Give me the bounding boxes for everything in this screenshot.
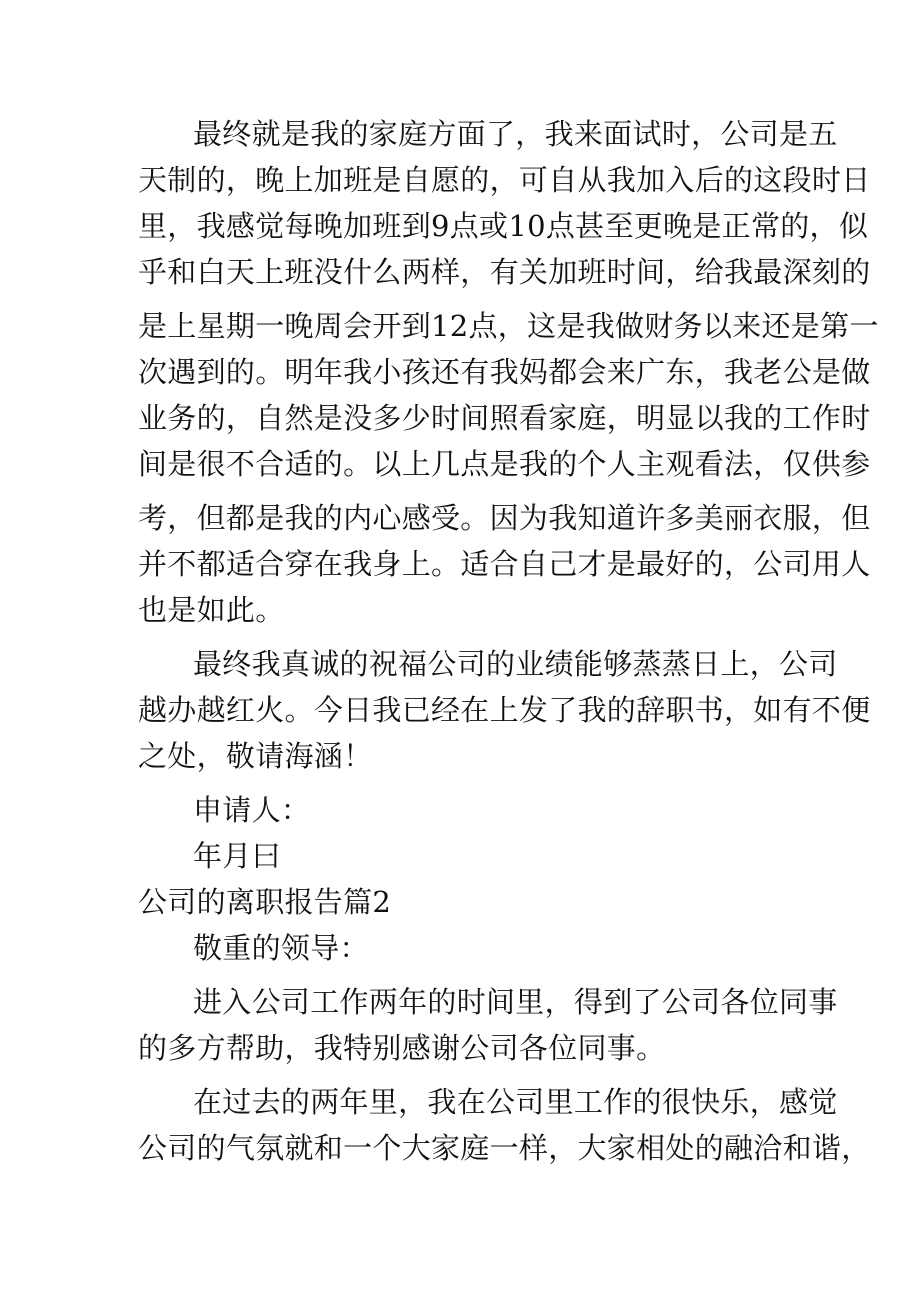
paragraph-line: 也是如此。: [138, 593, 285, 627]
paragraph-line: 越办越红火。今日我已经在上发了我的辞职书，如有不便: [138, 693, 871, 727]
paragraph-line: 在过去的两年里，我在公司里工作的很快乐，感觉: [193, 1085, 838, 1119]
date-label: 年月曰: [193, 839, 281, 873]
paragraph-line: 乎和白天上班没什么两样，有关加班时间，给我最深刻的: [138, 255, 871, 289]
paragraph-line: 业务的，自然是没多少时间照看家庭，明显以我的工作时: [138, 401, 871, 435]
paragraph-line: 考，但都是我的内心感受。因为我知道许多美丽衣服，但: [138, 501, 871, 535]
section-heading: 公司的离职报告篇2: [138, 885, 392, 919]
salutation: 敬重的领导：: [193, 931, 369, 965]
paragraph-line: 最终我真诚的祝福公司的业绩能够蒸蒸日上，公司: [193, 647, 838, 681]
paragraph-line: 的多方帮助，我特别感谢公司各位同事。: [138, 1031, 666, 1065]
paragraph-line: 间是很不合适的。以上几点是我的个人主观看法，仅供参: [138, 447, 871, 481]
paragraph-line: 天制的，晚上加班是自愿的，可自从我加入后的这段时日: [138, 163, 871, 197]
paragraph-line: 次遇到的。明年我小孩还有我妈都会来广东，我老公是做: [138, 355, 871, 389]
paragraph-line: 之处，敬请海涵！: [138, 739, 373, 773]
signature-label: 申请人：: [193, 793, 311, 827]
paragraph-line: 最终就是我的家庭方面了，我来面试时，公司是五: [193, 117, 838, 151]
paragraph-line: 是上星期一晚周会开到12点，这是我做财务以来还是第一: [138, 309, 879, 343]
paragraph-line: 并不都适合穿在我身上。适合自己才是最好的，公司用人: [138, 547, 871, 581]
paragraph-line: 里，我感觉每晚加班到9点或10点甚至更晚是正常的，似: [138, 209, 869, 243]
paragraph-line: 进入公司工作两年的时间里，得到了公司各位同事: [193, 985, 838, 1019]
paragraph-line: 公司的气氛就和一个大家庭一样，大家相处的融洽和谐，: [138, 1131, 871, 1165]
